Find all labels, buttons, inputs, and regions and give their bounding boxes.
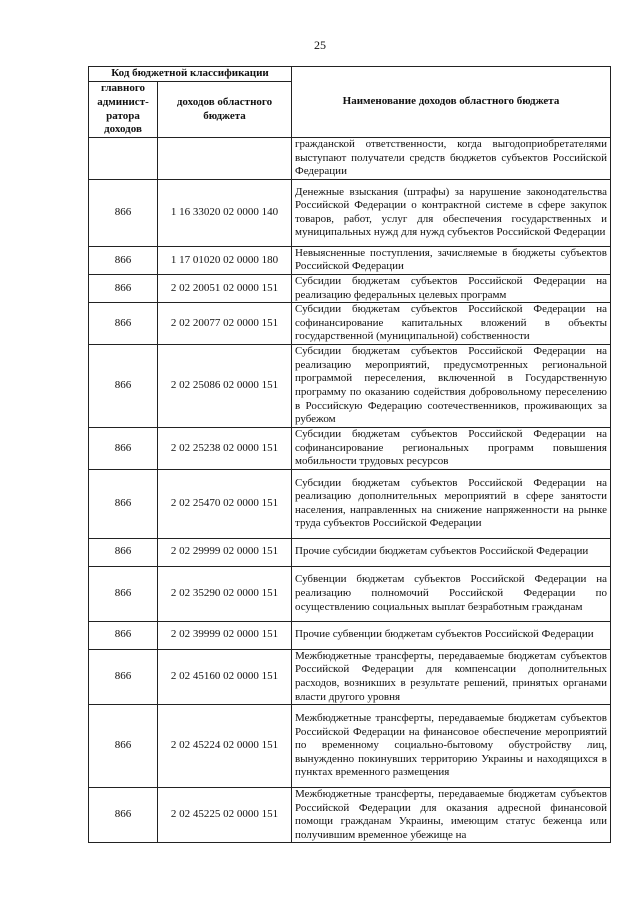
admin-cell: 866 (89, 538, 158, 566)
revenue-name-cell: Субсидии бюджетам субъектов Российской Федерации на реализацию дополнительных мероприятий в сфере занятости населения, направленных на снижение напряженности на рынке труда субъектов Российской Федерации (292, 469, 611, 538)
budget-code-cell: 2 02 20051 02 0000 151 (158, 274, 292, 302)
budget-code-cell (158, 138, 292, 180)
revenue-name-cell: Межбюджетные трансферты, передаваемые бюджетам субъектов Российской Федерации на финансовое обеспечение мероприятий по временному социально-бытовому обустройству лиц, вынужденно покинувших территорию Украины и находящихся в пунктах временного размещения (292, 705, 611, 788)
table-row (89, 788, 611, 843)
admin-cell (89, 138, 158, 180)
admin-cell: 866 (89, 566, 158, 621)
budget-code-cell: 2 02 25086 02 0000 151 (158, 344, 292, 427)
table-row (89, 246, 611, 274)
header-code-column: доходов областного бюджета (158, 82, 292, 138)
budget-code-cell: 2 02 35290 02 0000 151 (158, 566, 292, 621)
revenue-name-cell: Денежные взыскания (штрафы) за нарушение законодательства Российской Федерации о контрактной системе в сфере закупок товаров, работ, услуг для обеспечения государственных и муниципальных нужд для нужд субъектов Российской Федерации (292, 179, 611, 246)
admin-cell: 866 (89, 469, 158, 538)
budget-code-cell: 2 02 29999 02 0000 151 (158, 538, 292, 566)
budget-code-cell: 1 16 33020 02 0000 140 (158, 179, 292, 246)
budget-code-cell: 1 17 01020 02 0000 180 (158, 246, 292, 274)
budget-code-cell: 2 02 39999 02 0000 151 (158, 621, 292, 649)
budget-code-cell: 2 02 45224 02 0000 151 (158, 705, 292, 788)
budget-code-cell: 2 02 20077 02 0000 151 (158, 303, 292, 345)
admin-cell: 866 (89, 179, 158, 246)
table-row (89, 138, 611, 180)
page-number: 25 (314, 38, 326, 52)
admin-cell: 866 (89, 427, 158, 469)
header-admin-column: главного админист-ратора доходов (89, 82, 158, 138)
revenue-name-cell: Межбюджетные трансферты, передаваемые бюджетам субъектов Российской Федерации для компенсации дополнительных расходов, возникших в результате решений, принятых органами власти другого уровня (292, 649, 611, 704)
revenue-name-cell: Субсидии бюджетам субъектов Российской Федерации на реализацию федеральных целевых программ (292, 274, 611, 302)
budget-code-cell: 2 02 45160 02 0000 151 (158, 649, 292, 704)
table-row (89, 427, 611, 469)
budget-classification-table (88, 66, 611, 843)
admin-cell: 866 (89, 274, 158, 302)
revenue-name-cell: Прочие субсидии бюджетам субъектов Российской Федерации (292, 538, 611, 566)
table-row (89, 469, 611, 538)
table-row (89, 705, 611, 788)
header-code-group: Код бюджетной классификации (89, 67, 292, 82)
table-row (89, 274, 611, 302)
header-name-column: Наименование доходов областного бюджета (292, 67, 611, 138)
admin-cell: 866 (89, 788, 158, 843)
admin-cell: 866 (89, 621, 158, 649)
table-row (89, 179, 611, 246)
table-row (89, 649, 611, 704)
revenue-name-cell: гражданской ответственности, когда выгодоприобретателями выступают получатели средств бюджетов субъектов Российской Федерации (292, 138, 611, 180)
revenue-name-cell: Субсидии бюджетам субъектов Российской Федерации на софинансирование региональных программ повышения мобильности трудовых ресурсов (292, 427, 611, 469)
admin-cell: 866 (89, 649, 158, 704)
admin-cell: 866 (89, 246, 158, 274)
budget-code-cell: 2 02 25470 02 0000 151 (158, 469, 292, 538)
revenue-name-cell: Субсидии бюджетам субъектов Российской Федерации на софинансирование капитальных вложений в объекты государственной (муниципальной) собственности (292, 303, 611, 345)
admin-cell: 866 (89, 303, 158, 345)
revenue-name-cell: Невыясненные поступления, зачисляемые в бюджеты субъектов Российской Федерации (292, 246, 611, 274)
revenue-name-cell: Субсидии бюджетам субъектов Российской Федерации на реализацию мероприятий, предусмотренных региональной программой переселения, включенной в Государственную программу по оказанию содействия добровольному переселению в Российскую Федерацию соотечественников, проживающих за рубежом (292, 344, 611, 427)
admin-cell: 866 (89, 344, 158, 427)
revenue-name-cell: Прочие субвенции бюджетам субъектов Российской Федерации (292, 621, 611, 649)
budget-code-cell: 2 02 45225 02 0000 151 (158, 788, 292, 843)
revenue-name-cell: Субвенции бюджетам субъектов Российской Федерации на реализацию полномочий Российской Федерации по осуществлению социальных выплат безработным гражданам (292, 566, 611, 621)
table-row (89, 621, 611, 649)
table-row (89, 303, 611, 345)
budget-code-cell: 2 02 25238 02 0000 151 (158, 427, 292, 469)
admin-cell: 866 (89, 705, 158, 788)
table-row (89, 566, 611, 621)
table-row (89, 538, 611, 566)
table-row (89, 344, 611, 427)
revenue-name-cell: Межбюджетные трансферты, передаваемые бюджетам субъектов Российской Федерации для оказания адресной финансовой помощи гражданам Украины, имеющим статус беженца или получившим временное убежище на (292, 788, 611, 843)
